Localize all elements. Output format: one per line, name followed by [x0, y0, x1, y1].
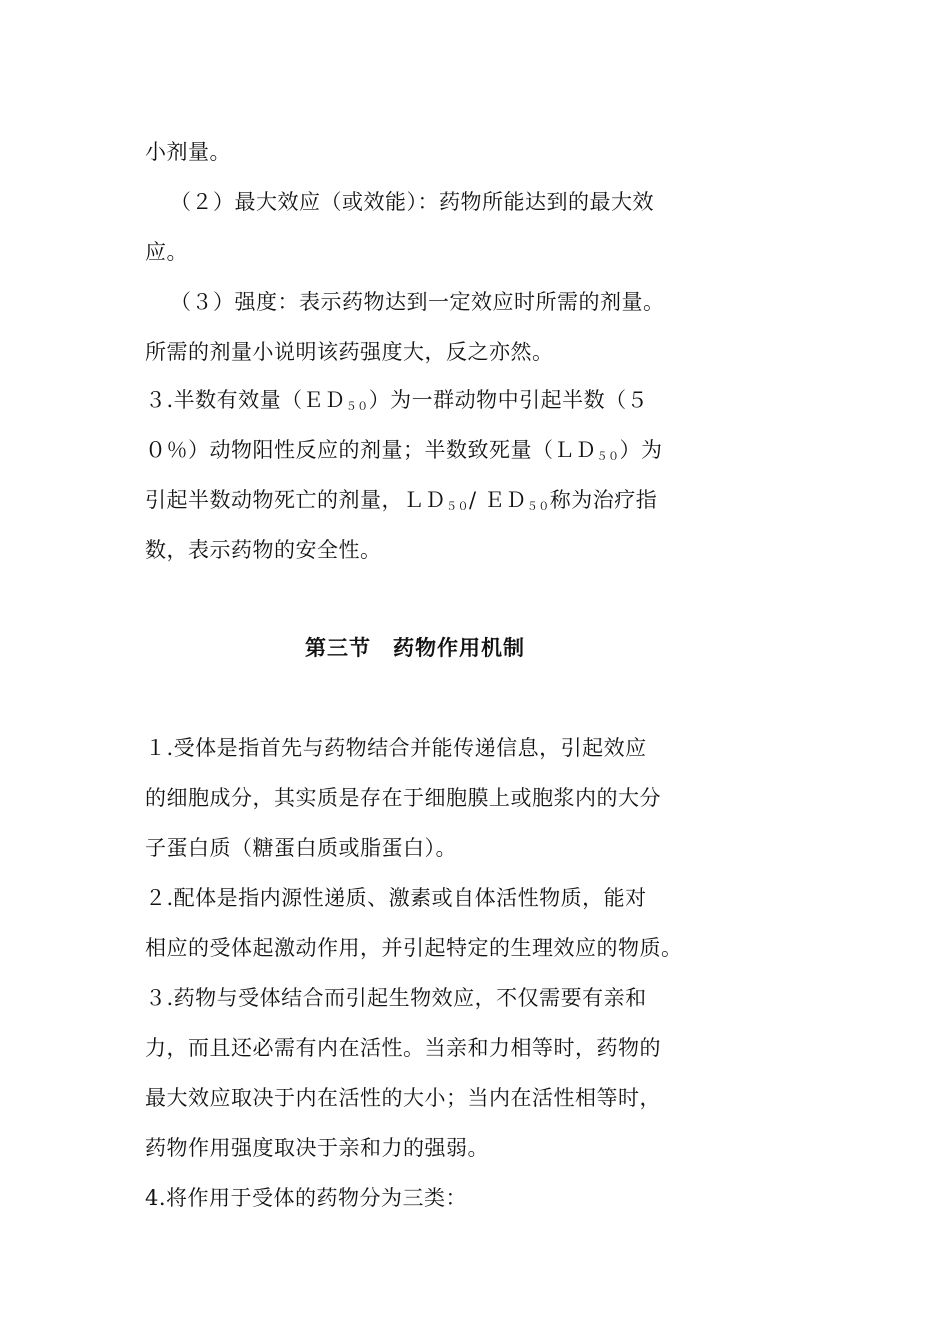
- subscript: ５０: [596, 450, 620, 463]
- subscript: ５０: [446, 500, 469, 513]
- text-line: 最大效应取决于内在活性的大小；当内在活性相等时，: [145, 1086, 661, 1110]
- text-span: 引起半数动物死亡的剂量，ＬＤ: [145, 488, 446, 512]
- subscript: ５０: [345, 400, 369, 413]
- text-line: 的细胞成分，其实质是存在于细胞膜上或胞浆内的大分: [145, 786, 661, 810]
- text-line: ２.配体是指内源性递质、激素或自体活性物质，能对: [145, 886, 647, 910]
- text-line: 相应的受体起激动作用，并引起特定的生理效应的物质。: [145, 936, 683, 960]
- text-line: （３）强度：表示药物达到一定效应时所需的剂量。: [170, 290, 665, 314]
- text-line: [145, 486, 657, 521]
- text-line: ３.药物与受体结合而引起生物效应，不仅需要有亲和: [145, 986, 647, 1010]
- text-span: ）为一群动物中引起半数（５: [368, 388, 649, 412]
- text-line: 力，而且还必需有内在活性。当亲和力相等时，药物的: [145, 1036, 661, 1060]
- text-line: １.受体是指首先与药物结合并能传递信息，引起效应: [145, 736, 647, 760]
- subscript: ５０: [526, 500, 550, 513]
- text-line: 子蛋白质（糖蛋白质或脂蛋白）。: [145, 836, 457, 860]
- text-line: [145, 386, 648, 421]
- text-line: 数，表示药物的安全性。: [145, 538, 382, 562]
- text-span: ３.半数有效量（ＥＤ: [145, 388, 346, 412]
- text-line: 4.将作用于受体的药物分为三类：: [145, 1186, 468, 1210]
- text-line: 所需的剂量小说明该药强度大，反之亦然。: [145, 340, 554, 364]
- text-line: 药物作用强度取决于亲和力的强弱。: [145, 1136, 489, 1160]
- text-span: ）为: [619, 438, 663, 462]
- text-line: （２）最大效应（或效能）：药物所能达到的最大效: [170, 190, 654, 214]
- section-title: 第三节 药物作用机制: [305, 636, 525, 660]
- text-line: 小剂量。: [145, 140, 231, 164]
- text-span: / ＥＤ: [469, 488, 527, 512]
- text-span: ０％）动物阳性反应的剂量；半数致死量（ＬＤ: [145, 438, 597, 462]
- text-line: [145, 436, 663, 471]
- text-span: 称为治疗指: [549, 488, 658, 512]
- text-line: 应。: [145, 240, 188, 264]
